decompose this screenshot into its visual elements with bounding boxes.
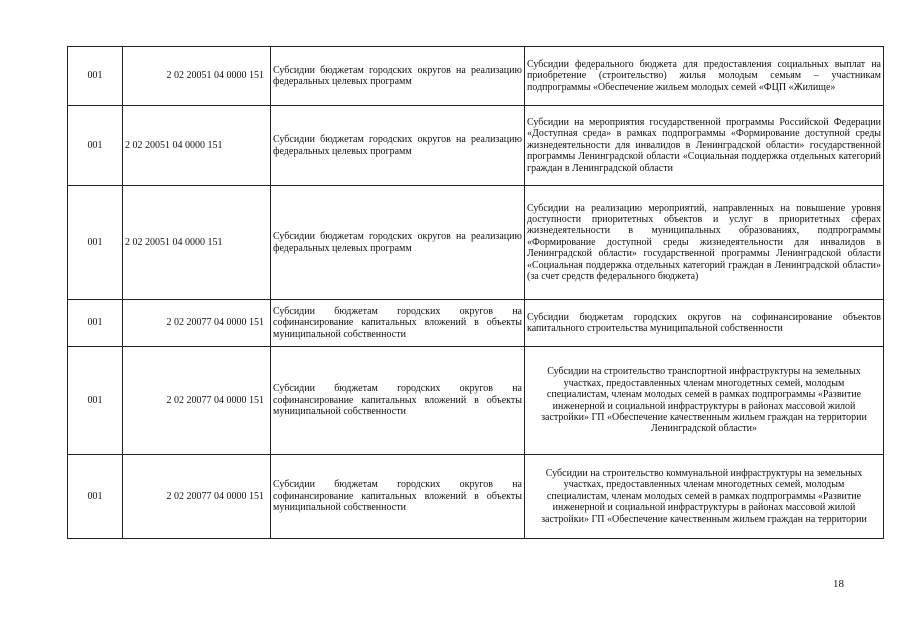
revenue-name-cell: Субсидии бюджетам городских округов на софинансирование капитальных вложений в объекты муниципальной собственности xyxy=(271,300,525,347)
revenue-name-cell: Субсидии бюджетам городских округов на реализацию федеральных целевых программ xyxy=(271,47,525,106)
table-row xyxy=(68,47,884,106)
revenue-code-cell: 2 02 20051 04 0000 151 xyxy=(123,186,271,300)
page-number: 18 xyxy=(833,578,844,590)
revenue-code-cell: 2 02 20077 04 0000 151 xyxy=(123,347,271,455)
revenue-code-cell: 2 02 20077 04 0000 151 xyxy=(123,300,271,347)
revenue-description-cell: Субсидии федерального бюджета для предоставления социальных выплат на приобретение (строительство) жилья молодым семьям – участникам подпрограммы «Обеспечение жильем молодых семей «ФЦП «Жилище» xyxy=(525,47,884,106)
admin-code-cell: 001 xyxy=(68,455,123,539)
revenue-description-cell: Субсидии бюджетам городских округов на софинансирование объектов капитального строительства муниципальной собственности xyxy=(525,300,884,347)
revenue-name-cell: Субсидии бюджетам городских округов на реализацию федеральных целевых программ xyxy=(271,106,525,186)
revenue-code-cell: 2 02 20051 04 0000 151 xyxy=(123,47,271,106)
admin-code-cell: 001 xyxy=(68,106,123,186)
table-row xyxy=(68,455,884,539)
revenue-description-cell: Субсидии на строительство коммунальной инфраструктуры на земельных участках, предоставленных членам многодетных семей, молодым специалистам, членам молодых семей в рамках подпрограммы «Развитие инженерной и социальной инфраструктуры в районах массовой жилой застройки» ГП «Обеспечение качественным жильем граждан на территории xyxy=(525,455,884,539)
table-row xyxy=(68,106,884,186)
table-row xyxy=(68,186,884,300)
revenue-code-cell: 2 02 20077 04 0000 151 xyxy=(123,455,271,539)
revenue-name-cell: Субсидии бюджетам городских округов на реализацию федеральных целевых программ xyxy=(271,186,525,300)
admin-code-cell: 001 xyxy=(68,300,123,347)
admin-code-cell: 001 xyxy=(68,186,123,300)
table-row xyxy=(68,300,884,347)
table-row xyxy=(68,347,884,455)
revenue-description-cell: Субсидии на реализацию мероприятий, направленных на повышение уровня доступности приоритетных объектов и услуг в приоритетных сферах жизнедеятельности в муниципальных образованиях, подпрограммы «Формирование доступной среды жизнедеятельности для инвалидов в Ленинградской области» государственной программы Ленинградской области «Социальная поддержка отдельных категорий граждан в Ленинградской области» (за счет средств федерального бюджета) xyxy=(525,186,884,300)
budget-revenue-table xyxy=(67,46,884,539)
admin-code-cell: 001 xyxy=(68,347,123,455)
revenue-description-cell: Субсидии на мероприятия государственной программы Российской Федерации «Доступная среда» в рамках подпрограммы «Формирование доступной среды жизнедеятельности для инвалидов в Ленинградской области» государственной программы Ленинградской области «Социальная поддержка отдельных категорий граждан в Ленинградской области xyxy=(525,106,884,186)
revenue-description-cell: Субсидии на строительство транспортной инфраструктуры на земельных участках, предоставленных членам многодетных семей, молодым специалистам, членам молодых семей в рамках подпрограммы «Развитие инженерной и социальной инфраструктуры в районах массовой жилой застройки» ГП «Обеспечение качественным жильем граждан на территории Ленинградской области» xyxy=(525,347,884,455)
revenue-name-cell: Субсидии бюджетам городских округов на софинансирование капитальных вложений в объекты муниципальной собственности xyxy=(271,347,525,455)
revenue-code-cell: 2 02 20051 04 0000 151 xyxy=(123,106,271,186)
admin-code-cell: 001 xyxy=(68,47,123,106)
revenue-name-cell: Субсидии бюджетам городских округов на софинансирование капитальных вложений в объекты муниципальной собственности xyxy=(271,455,525,539)
